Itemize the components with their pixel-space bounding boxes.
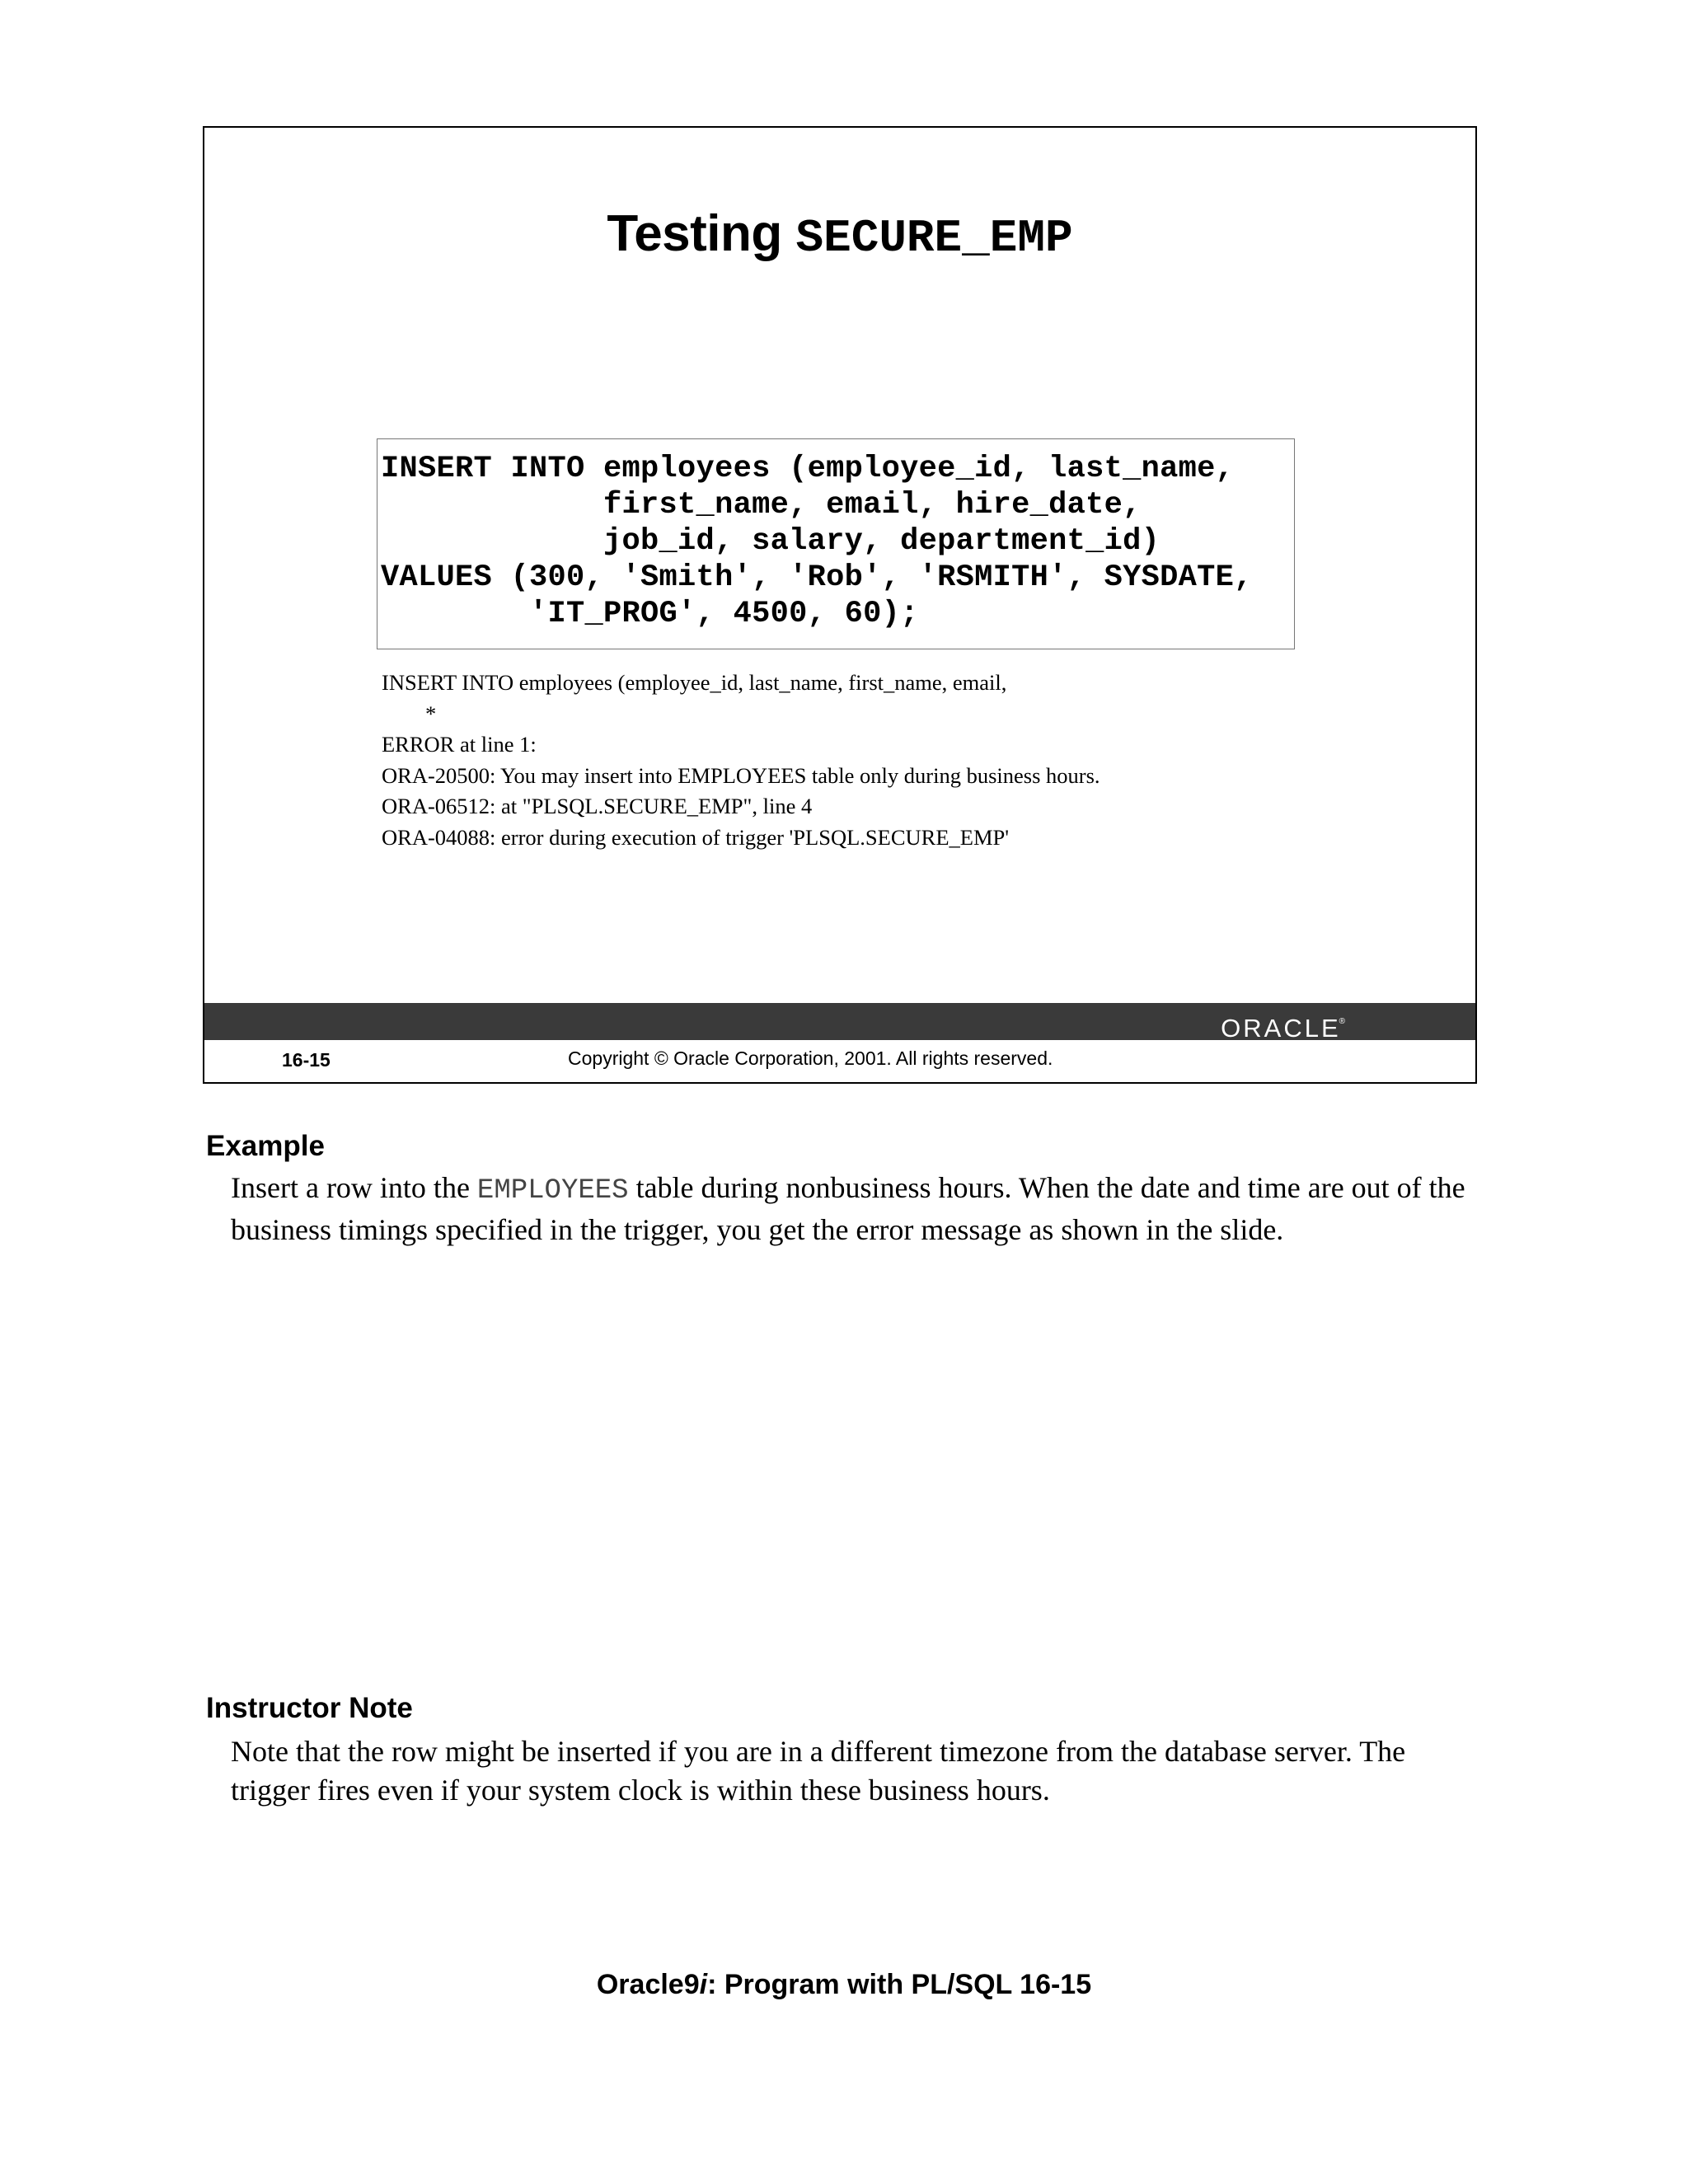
error-output: INSERT INTO employees (employee_id, last_name, first_name, email, * ERROR at line 1: ORA-20500: You may insert into EMPLOYEES table only during business hours. ORA-06512: at "PLSQL.SECURE_EMP", line 4 ORA-04088: error during execution of trigger 'PLSQL.SECURE_EMP': [382, 670, 1100, 850]
slide-title-text: Testing: [607, 205, 796, 262]
copyright: Copyright © Oracle Corporation, 2001. All rights reserved.: [568, 1047, 1053, 1069]
example-text-after: table during nonbusiness hours. When the date and time are out of the business timings specified in the trigger, you get the error message as shown in the slide.: [231, 1171, 1465, 1246]
oracle-logo: [1221, 1008, 1345, 1043]
footer-prefix: Oracle9: [596, 1969, 700, 2000]
code-box: [377, 438, 1295, 649]
oracle-logo-text: ORACLE: [1221, 1014, 1341, 1043]
example-heading: Example: [206, 1130, 325, 1162]
example-text-before: Insert a row into the: [231, 1171, 477, 1204]
sql-code: INSERT INTO employees (employee_id, last_name, first_name, email, hire_date, job_id, salary, department_id) VALUES (300, 'Smith', 'Rob', 'RSMITH', SYSDATE, 'IT_PROG', 4500, 60);: [381, 452, 1253, 631]
oracle-logo-mark: ®: [1339, 1017, 1345, 1026]
page-footer: [0, 1969, 1688, 2001]
instructor-note-paragraph: Note that the row might be inserted if you are in a different timezone from the database server. The trigger fires even if your system clock is within these business hours.: [231, 1735, 1406, 1807]
instructor-note-heading: Instructor Note: [206, 1692, 413, 1724]
slide-footer-bar: [204, 1003, 1475, 1043]
example-text-code: EMPLOYEES: [476, 1175, 629, 1207]
footer-italic: i: [699, 1969, 708, 2000]
slide-title-code: SECURE_EMP: [795, 212, 1073, 265]
slide-title: [204, 205, 1475, 265]
footer-suffix: : Program with PL/SQL 16-15: [707, 1969, 1092, 2000]
slide-frame: [203, 126, 1477, 1084]
example-paragraph: [231, 1169, 1484, 1249]
slide-number: 16-15: [282, 1049, 331, 1071]
